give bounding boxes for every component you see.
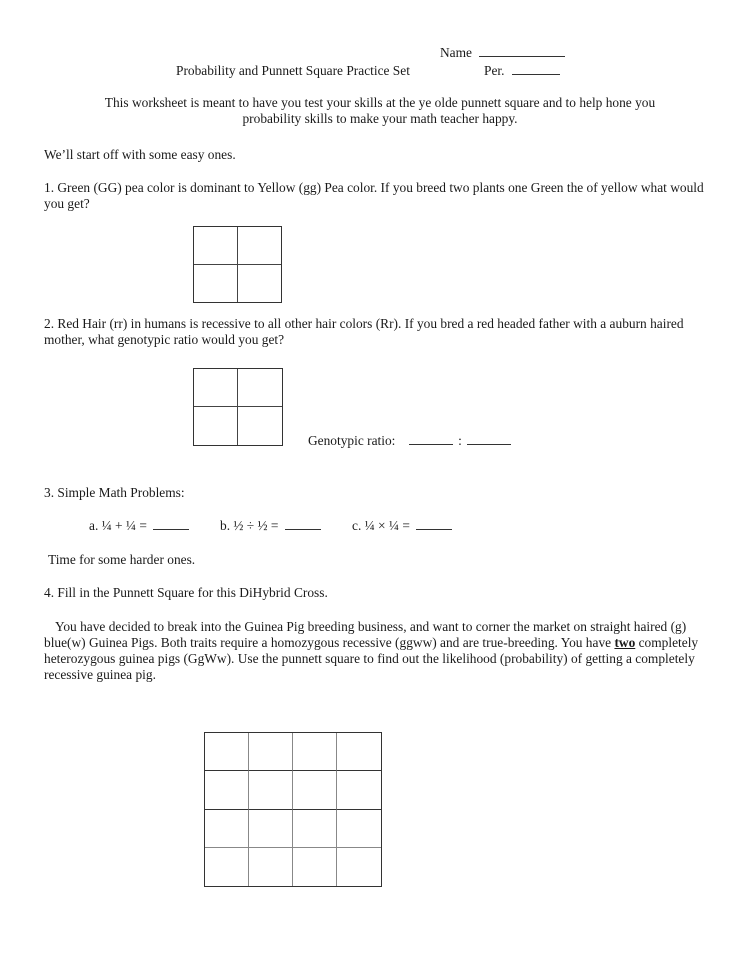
name-blank[interactable] — [479, 55, 565, 57]
punnett-cell[interactable] — [249, 771, 293, 809]
easy-intro: We’ll start off with some easy ones. — [44, 147, 236, 162]
punnett-cell[interactable] — [238, 407, 282, 445]
punnett-cell[interactable] — [249, 848, 293, 886]
period-field[interactable] — [484, 63, 560, 79]
math-problem-b — [220, 518, 321, 534]
answer-blank[interactable] — [285, 528, 321, 530]
name-field[interactable] — [440, 45, 565, 61]
math-problem-label: b. ½ ÷ ½ = — [220, 518, 279, 533]
question-4-title: 4. Fill in the Punnett Square for this DiHybrid Cross. — [44, 585, 328, 600]
intro-line-2: probability skills to make your math teacher happy. — [242, 111, 518, 126]
intro-line-1: This worksheet is meant to have you test your skills at the ye olde punnett square and to help hone you — [104, 95, 656, 110]
punnett-cell[interactable] — [337, 810, 381, 848]
question-2-text: 2. Red Hair (rr) in humans is recessive to all other hair colors (Rr). If you bred a red headed father with a auburn haired mother, what genotypic ratio would you get? — [44, 316, 684, 347]
math-problem-a — [89, 518, 189, 534]
intro-paragraph — [40, 95, 720, 127]
punnett-cell[interactable] — [293, 848, 337, 886]
page-title: Probability and Punnett Square Practice Set — [176, 63, 410, 78]
math-problem-label: c. ¼ × ¼ = — [352, 518, 410, 533]
ratio-blank-1[interactable] — [409, 443, 453, 445]
punnett-square-q1[interactable] — [193, 226, 282, 303]
punnett-cell[interactable] — [293, 810, 337, 848]
punnett-cell[interactable] — [293, 733, 337, 771]
punnett-cell[interactable] — [205, 810, 249, 848]
ratio-blank-2[interactable] — [467, 443, 511, 445]
q4-text-part-2: completely heterozygous guinea pigs (GgWw). Use the punnett square to find out the likelihood (probability) of getting a completely recessive guinea pig. — [44, 635, 699, 682]
period-blank[interactable] — [512, 73, 560, 75]
punnett-cell[interactable] — [205, 733, 249, 771]
punnett-cell[interactable] — [249, 733, 293, 771]
punnett-cell[interactable] — [293, 771, 337, 809]
harder-intro: Time for some harder ones. — [48, 552, 196, 567]
genotypic-ratio-label: Genotypic ratio: — [308, 433, 396, 448]
punnett-cell[interactable] — [205, 771, 249, 809]
question-3-title: 3. Simple Math Problems: — [44, 485, 185, 500]
punnett-cell[interactable] — [337, 848, 381, 886]
punnett-cell[interactable] — [194, 407, 238, 445]
q4-emphasis-word: two — [614, 635, 636, 650]
answer-blank[interactable] — [416, 528, 452, 530]
punnett-cell[interactable] — [238, 265, 282, 303]
question-4-text — [44, 619, 714, 683]
punnett-square-q2[interactable] — [193, 368, 283, 446]
period-label: Per. — [484, 63, 505, 78]
punnett-cell[interactable] — [238, 227, 282, 265]
punnett-cell[interactable] — [337, 733, 381, 771]
punnett-cell[interactable] — [205, 848, 249, 886]
punnett-cell[interactable] — [238, 369, 282, 407]
genotypic-ratio-field — [308, 433, 511, 449]
name-label: Name — [440, 45, 472, 60]
punnett-cell[interactable] — [194, 227, 238, 265]
q4-text-part-1: You have decided to break into the Guinea Pig breeding business, and want to corner the market on straight haired (g) blue(w) Guinea Pigs. Both traits require a homozygous recessive (ggww) and are true-breeding. You have — [44, 619, 687, 650]
punnett-square-q4[interactable] — [204, 732, 382, 887]
math-problem-c — [352, 518, 452, 534]
question-1-text: 1. Green (GG) pea color is dominant to Yellow (gg) Pea color. If you breed two plants one Green the of yellow what would you get? — [44, 180, 704, 211]
punnett-cell[interactable] — [337, 771, 381, 809]
punnett-cell[interactable] — [194, 265, 238, 303]
answer-blank[interactable] — [153, 528, 189, 530]
punnett-cell[interactable] — [249, 810, 293, 848]
punnett-cell[interactable] — [194, 369, 238, 407]
ratio-separator: : — [458, 433, 462, 448]
math-problem-label: a. ¼ + ¼ = — [89, 518, 147, 533]
